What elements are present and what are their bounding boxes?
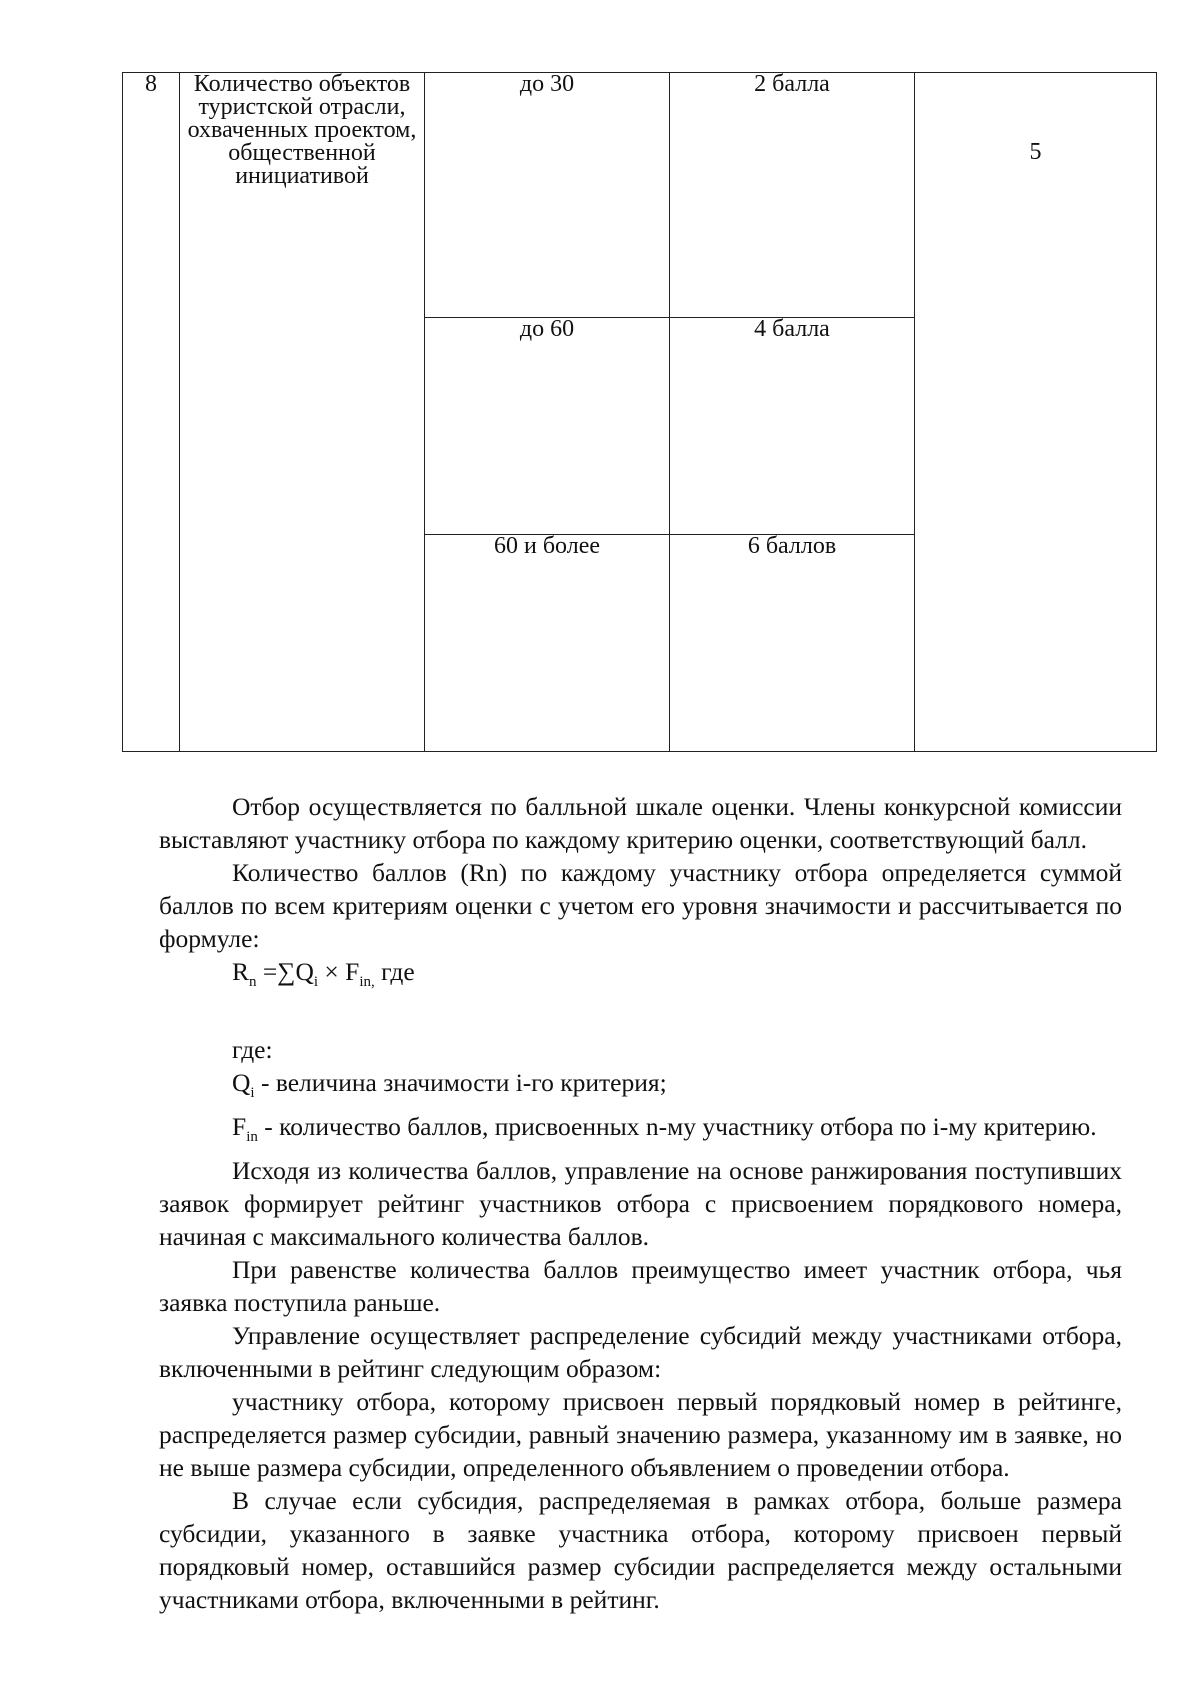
range-cell: 60 и более [425, 535, 670, 752]
score-cell: 6 баллов [670, 535, 915, 752]
definition-f: $F_{in}$ - количество баллов, присвоенных n-му участнику отбора по i-му критерию. [232, 1112, 1097, 1146]
paragraph: В случае если субсидия, распределяемая в рамках отбора, больше размера субсидии, указанного в заявке участника отбора, которому присвоен первый порядковый номер, оставшийся размер субсидии распределяется между остальными участниками отбора, включенными в рейтинг. [159, 1486, 1122, 1615]
paragraph: участнику отбора, которому присвоен первый порядковый номер в рейтинге, распределяется размер субсидии, равный значению размера, указанному им в заявке, но не выше размера субсидии, определенного объявлением о проведении отбора. [159, 1387, 1122, 1483]
where-label: где: [232, 1035, 273, 1064]
row-number-cell: 8 [123, 73, 180, 752]
criterion-name-cell: Количество объектов туристской отрасли, охваченных проектом, общественной инициативой [180, 73, 425, 752]
table-row [123, 73, 1157, 318]
paragraph: Исходя из количества баллов, управление на основе ранжирования поступивших заявок формирует рейтинг участников отбора с присвоением порядкового номера, начиная с максимального количества баллов. [159, 1156, 1122, 1252]
range-cell: до 30 [425, 73, 670, 318]
paragraph: Управление осуществляет распределение субсидий между участниками отбора, включенными в рейтинг следующим образом: [159, 1321, 1122, 1384]
criteria-table [122, 72, 1157, 752]
definition-q: $Q_i$ - величина значимости i-го критерия; [232, 1068, 667, 1102]
body-text [159, 790, 1122, 1616]
score-cell: 2 балла [670, 73, 915, 318]
paragraph: При равенстве количества баллов преимущество имеет участник отбора, чья заявка поступила раньше. [159, 1255, 1122, 1318]
range-cell: до 60 [425, 318, 670, 535]
weight-cell: 5 [915, 73, 1157, 752]
score-cell: 4 балла [670, 318, 915, 535]
formula: $R_n =\sum Q_i \times F_{in,}$ где [232, 957, 415, 991]
paragraph: Количество баллов (Rn) по каждому участнику отбора определяется суммой баллов по всем критериям оценки с учетом его уровня значимости и рассчитывается по формуле: [159, 858, 1122, 953]
paragraph: Отбор осуществляется по балльной шкале оценки. Члены конкурсной комиссии выставляют участнику отбора по каждому критерию оценки, соответствующий балл. [159, 792, 1122, 854]
